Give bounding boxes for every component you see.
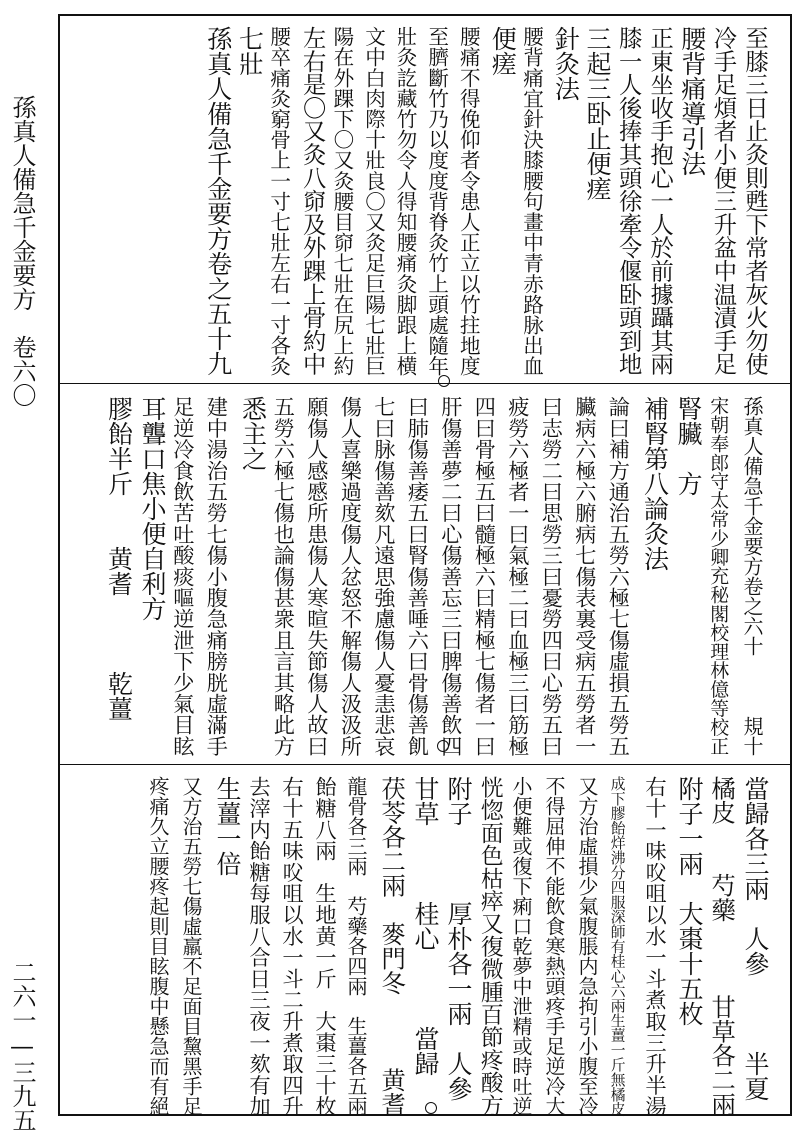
middle-text-column: 補腎第八論灸法 bbox=[640, 396, 670, 571]
middle-text-column: 曰肺傷善痿五曰腎傷善唾六曰骨傷善飢 bbox=[405, 396, 431, 757]
bottom-text-column: 恍惚面色枯瘁又復微腫百節疼酸方 bbox=[477, 776, 504, 1117]
bottom-text-column: 龍骨各三兩 芍藥各四兩 生薑各五兩 bbox=[344, 776, 368, 1116]
bottom-text-column: 右十一味㕮咀以水一斗煮取三升半湯 bbox=[641, 776, 667, 1117]
bottom-text-column: 生薑一倍 bbox=[213, 776, 242, 876]
middle-text-column: 七曰脉傷善欬凡遠思強慮傷人憂恚悲哀 bbox=[371, 396, 397, 757]
margin-book-title: 孫真人備急千金要方 卷六〇 bbox=[8, 95, 36, 407]
middle-text-column: 足逆冷食飲苦吐酸痰嘔逆泄下少氣目眩 bbox=[170, 396, 196, 757]
bottom-text-column: 當歸各三兩 人參 半夏 bbox=[741, 776, 770, 1101]
circle-mark-2 bbox=[437, 740, 449, 752]
bottom-text-column: 附子 厚朴各一兩 人參 bbox=[444, 776, 473, 1101]
middle-text-column: 膠飴半斤 黄耆 乾薑 bbox=[104, 396, 134, 721]
bottom-text-column: 去滓内飴糖每服八合日三夜一欬有加 bbox=[245, 776, 271, 1117]
middle-text-column: 宋朝奉郎守太常少卿充秘閣校理林億等校正 bbox=[707, 396, 730, 756]
top-text-column: 至膝三日止灸則甦下常者灰火勿使 bbox=[741, 26, 768, 376]
circle-mark-1 bbox=[438, 375, 450, 387]
bottom-text-column: 不得屈伸不能飲食寒熱頭疼手足逆冷大 bbox=[542, 776, 566, 1116]
bottom-text-column: 成下膠飴烊沸分四服深師有桂心六兩生薑一斤無橘皮 bbox=[608, 776, 626, 1117]
bottom-text-column: 茯苓各二兩 麥門冬 黄耆 bbox=[377, 776, 407, 1117]
top-text-column: 左右是〇又灸八窌及外踝上骨約中 bbox=[298, 26, 326, 376]
middle-text-column: 傷人喜樂過度傷人忿怒不解傷人汲汲所 bbox=[338, 396, 364, 757]
middle-text-column: 耳聾口焦小便自利方 bbox=[138, 396, 167, 621]
top-text-column: 正東坐收手抱心一人於前據躡其兩 bbox=[646, 26, 674, 376]
top-text-column: 便瘥 bbox=[488, 26, 518, 76]
top-text-column: 膝一人後捧其頭徐牽令偃卧頭到地 bbox=[614, 26, 642, 376]
band-divider-2 bbox=[58, 764, 792, 765]
bottom-text-column: 疼痛久立腰疼起則目眩腹中懸急而有絕 bbox=[146, 776, 170, 1116]
top-text-column: 文中白肉際十壯良〇又灸足巨陽七壯巨 bbox=[361, 26, 386, 377]
bottom-text-column: 甘草 桂心 當歸 bbox=[411, 776, 440, 1076]
top-text-column: 至臍斷竹乃以度度背脊灸竹上頭處隨年 bbox=[424, 26, 449, 377]
middle-text-column: 悉主之 bbox=[238, 396, 268, 471]
top-text-column: 針灸法 bbox=[551, 26, 581, 101]
middle-text-column: 論曰補方通治五勞六極七傷虛損五勞五 bbox=[606, 396, 632, 757]
top-text-column: 陽在外踝下〇又灸腰目窌七壯在尻上約 bbox=[329, 26, 354, 377]
top-text-column: 腰背痛導引法 bbox=[677, 26, 707, 176]
top-text-column: 孫真人備急千金要方卷之五十九 bbox=[203, 26, 233, 376]
top-text-column: 腰卒痛灸窮骨上一寸七壯左右一寸各灸 bbox=[266, 26, 291, 377]
top-text-column: 冷手足煩者小便三升盆中温漬手足 bbox=[709, 26, 737, 376]
middle-text-column: 四曰骨極五曰髓極六曰精極七傷者一曰 bbox=[472, 396, 498, 757]
top-text-column: 壯灸訖藏竹勿令人得知腰痛灸脚跟上横 bbox=[393, 26, 418, 377]
margin-page-number: 二六一—三九五 bbox=[8, 960, 36, 1132]
middle-text-column: 曰志勞二曰思勞三曰憂勞四曰心勞五曰 bbox=[539, 396, 565, 757]
middle-text-column: 腎臟 方 bbox=[674, 396, 703, 496]
bottom-text-column: 又方治五勞七傷虛羸不足面目黧黑手足 bbox=[179, 776, 203, 1116]
top-text-column: 腰痛不得俛仰者令患人正立以竹拄地度 bbox=[456, 26, 481, 377]
band-divider-1 bbox=[58, 383, 792, 384]
middle-text-column: 願傷人感慼所患傷人寒暄失節傷人故曰 bbox=[304, 396, 330, 757]
circle-mark-3 bbox=[425, 1102, 437, 1114]
top-text-column: 腰背痛宜針決膝腰句畫中青赤路脉出血 bbox=[519, 26, 544, 377]
middle-text-column: 臟病六極六腑病七傷表裏受病五勞者一 bbox=[572, 396, 598, 757]
bottom-text-column: 又方治虛損少氣腹脹内急拘引小腹至冷 bbox=[575, 776, 599, 1116]
bottom-text-column: 右十五味㕮咀以水一斗二升煮取四升 bbox=[278, 776, 304, 1117]
middle-text-column: 肝傷善夢二曰心傷善忘三曰脾傷善飲四 bbox=[438, 396, 464, 757]
middle-text-column: 孫真人備急千金要方卷之六十 規十 bbox=[740, 396, 764, 756]
middle-text-column: 建中湯治五勞七傷小腹急痛膀胱虛滿手 bbox=[204, 396, 230, 757]
top-text-column: 七壯 bbox=[235, 26, 265, 76]
bottom-text-column: 飴糖八兩 生地黄一斤 大棗三十枚 bbox=[311, 776, 337, 1117]
top-text-column: 三起三卧止便瘥 bbox=[583, 26, 612, 201]
middle-text-column: 疲勞六極者一曰氣極二曰血極三曰筋極 bbox=[505, 396, 531, 757]
bottom-text-column: 附子一兩 大棗十五枚 bbox=[675, 776, 704, 1026]
bottom-text-column: 橘皮 芍藥 甘草各二兩 bbox=[707, 776, 737, 1117]
bottom-text-column: 小便難或復下痢口乾夢中泄精或時吐逆 bbox=[509, 776, 533, 1116]
middle-text-column: 五勞六極七傷也論傷甚衆且言其略此方 bbox=[271, 396, 297, 757]
